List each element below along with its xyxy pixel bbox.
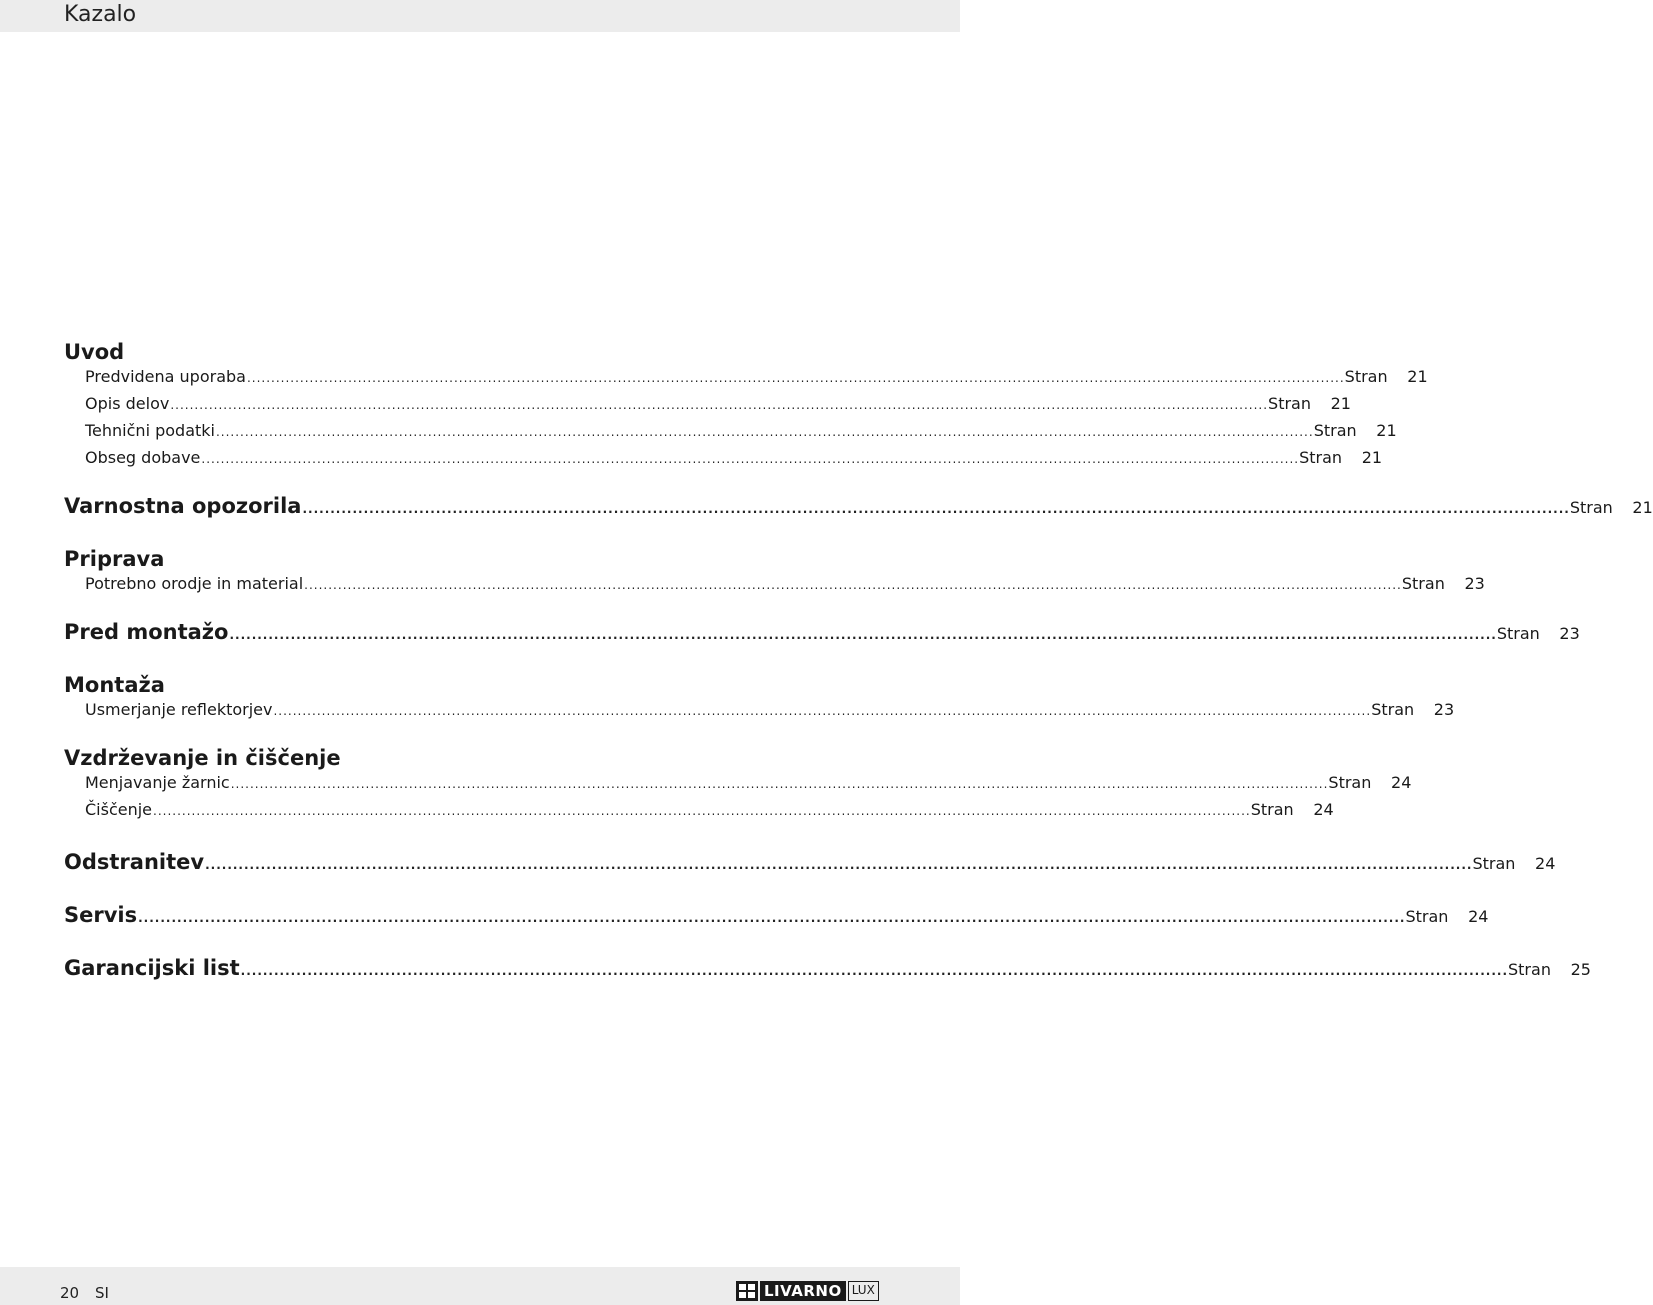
page-reference: Stran 21: [1268, 394, 1351, 413]
toc-entry-label: Menjavanje žarnic: [85, 773, 230, 792]
toc-section-uvod: [64, 332, 896, 364]
toc-section-title: Pred montažo: [64, 620, 229, 644]
toc-entry[interactable]: [64, 697, 1455, 724]
toc-section-title: Servis: [64, 903, 138, 927]
toc-section-title: Montaža: [64, 673, 165, 697]
leader-dots: ....................................................................................................................................................................................................................................: [138, 911, 1406, 925]
toc-entry[interactable]: [64, 445, 1383, 472]
toc-entry[interactable]: [64, 571, 1485, 598]
toc-section-odstranitev[interactable]: [64, 850, 1556, 877]
leader-dots: ....................................................................................................................................................................................................................................: [215, 425, 1314, 439]
toc-section-title: Priprava: [64, 547, 165, 571]
toc-section-servis[interactable]: [64, 903, 1489, 930]
leader-dots: ....................................................................................................................................................................................................................................: [273, 704, 1372, 718]
page-reference: Stran 23: [1371, 700, 1455, 719]
page-reference: Stran 25: [1508, 960, 1591, 979]
toc-section-title: Varnostna opozorila: [64, 494, 302, 518]
toc-section-garancijski[interactable]: [64, 956, 1591, 983]
toc-entry[interactable]: [64, 770, 1412, 797]
leader-dots: ....................................................................................................................................................................................................................................: [246, 371, 1345, 385]
toc-section-title: Vzdrževanje in čiščenje: [64, 746, 341, 770]
toc-entry[interactable]: [64, 364, 1428, 391]
leader-dots: ....................................................................................................................................................................................................................................: [230, 777, 1329, 791]
page-reference: Stran 24: [1328, 773, 1412, 792]
page-reference: Stran 24: [1250, 800, 1334, 819]
logo-wordmark: LIVARNO: [760, 1281, 846, 1301]
toc-entry-label: Opis delov: [85, 394, 170, 413]
toc-section-montaza: [64, 673, 896, 697]
leader-dots: ....................................................................................................................................................................................................................................: [229, 628, 1497, 642]
page-title: Kazalo: [64, 2, 137, 27]
logo-sub-wordmark: LUX: [848, 1281, 879, 1301]
toc-section-title: Odstranitev: [64, 850, 205, 874]
logo-window-icon: [736, 1281, 758, 1301]
page-reference: Stran 21: [1569, 498, 1653, 517]
table-of-contents: [64, 332, 1653, 983]
leader-dots: ....................................................................................................................................................................................................................................: [240, 964, 1508, 978]
toc-entry[interactable]: [64, 391, 1351, 418]
leader-dots: ....................................................................................................................................................................................................................................: [170, 398, 1269, 412]
toc-entry-label: Potrebno orodje in material: [85, 574, 304, 593]
page-number: 20: [60, 1284, 80, 1302]
toc-entry[interactable]: [64, 797, 1334, 824]
page-reference: Stran 24: [1405, 907, 1489, 926]
leader-dots: ....................................................................................................................................................................................................................................: [302, 502, 1570, 516]
leader-dots: ....................................................................................................................................................................................................................................: [201, 452, 1300, 466]
toc-section-varnostna[interactable]: [64, 494, 1653, 521]
toc-entry-label: Obseg dobave: [85, 448, 201, 467]
page-reference: Stran 21: [1313, 421, 1397, 440]
leader-dots: ....................................................................................................................................................................................................................................: [153, 804, 1251, 818]
toc-entry-label: Čiščenje: [85, 800, 153, 819]
toc-entry-label: Tehnični podatki: [85, 421, 215, 440]
toc-entry-label: Predvidena uporaba: [85, 367, 246, 386]
page-reference: Stran 23: [1401, 574, 1485, 593]
toc-entry[interactable]: [64, 418, 1397, 445]
leader-dots: ....................................................................................................................................................................................................................................: [304, 578, 1402, 592]
toc-section-title: Uvod: [64, 340, 125, 364]
toc-section-priprava: [64, 547, 896, 571]
header-bar: [0, 0, 960, 32]
page-reference: Stran 23: [1496, 624, 1580, 643]
toc-section-vzdrzevanje: [64, 746, 896, 770]
page-reference: Stran 24: [1472, 854, 1556, 873]
toc-section-pred-montazo[interactable]: [64, 620, 1580, 647]
toc-entry-label: Usmerjanje reflektorjev: [85, 700, 273, 719]
language-code: SI: [95, 1284, 109, 1302]
page-reference: Stran 21: [1344, 367, 1428, 386]
leader-dots: ....................................................................................................................................................................................................................................: [205, 858, 1473, 872]
brand-logo: [736, 1281, 894, 1301]
page-reference: Stran 21: [1299, 448, 1383, 467]
toc-section-title: Garancijski list: [64, 956, 240, 980]
